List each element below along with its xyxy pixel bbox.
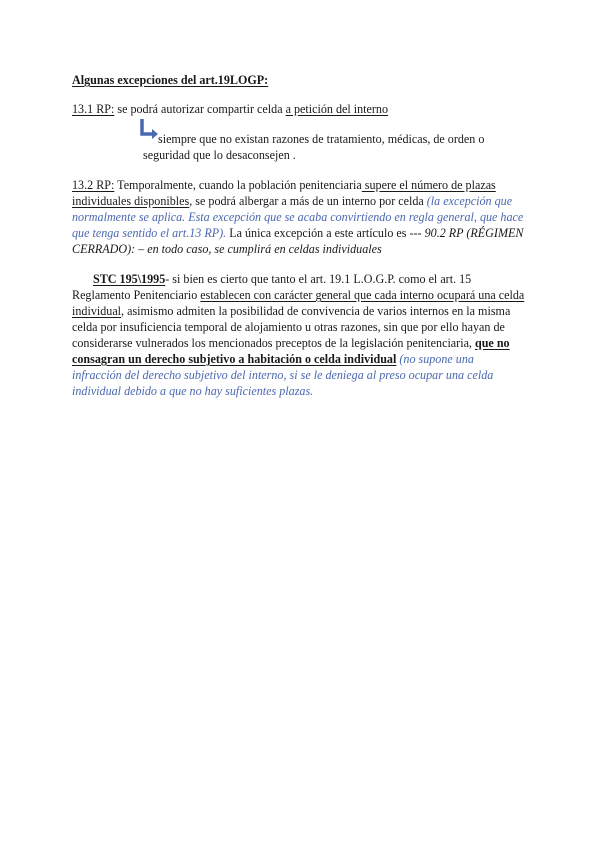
arrow-corner-icon [139,118,159,140]
paragraph-stc-line-8: individual debido a que no hay suficientes plazas. [72,384,314,398]
stc-reference: STC 195\1995 [93,272,166,286]
paragraph-13-2-line-2: individuales disponibles, se podrá albergar a más de un interno por celda (la excepción que [72,194,513,208]
paragraph-13-2-line-4: que tenga sentido el art.13 RP). La única excepción a este artículo es --- 90.2 RP (RÉGIMEN [72,226,524,240]
paragraph-13-2-line-1: 13.2 RP: Temporalmente, cuando la población penitenciaria supere el número de plazas [72,178,496,192]
paragraph-stc-line-1: STC 195\1995- si bien es cierto que tanto el art. 19.1 L.O.G.P. como el art. 15 [93,272,472,286]
sub-condition-line-2: seguridad que lo desaconsejen . [143,148,296,162]
document-title: Algunas excepciones del art.19LOGP: [72,73,269,87]
ref-13-1: 13.1 RP: [72,102,115,116]
paragraph-13-2-line-3: normalmente se aplica. Esta excepción que se acaba convirtiendo en regla general, que hace [72,210,524,224]
paragraph-stc-line-3: individual, asimismo admiten la posibilidad de convivencia de varios internos en la misma [72,304,511,318]
paragraph-13-1-line: 13.1 RP: se podrá autorizar compartir celda a petición del interno [72,102,389,116]
paragraph-13-2-line-5: CERRADO): – en todo caso, se cumplirá en celdas individuales [72,242,382,256]
paragraph-stc-line-4: celda por insuficiencia temporal de alojamiento u otras razones, sin que por ello hayan de [72,320,505,334]
paragraph-stc-line-5: considerarse vulnerados los mencionados preceptos de la legislación penitenciaria, que no [72,336,510,350]
sub-condition-line-1: siempre que no existan razones de tratamiento, médicas, de orden o [158,132,485,146]
paragraph-stc-line-2: Reglamento Penitenciario establecen con carácter general que cada interno ocupará una celda [72,288,525,302]
paragraph-stc-line-7: infracción del derecho subjetivo del interno, si se le deniega al preso ocupar una celda [72,368,494,382]
paragraph-stc-line-6: consagran un derecho subjetivo a habitación o celda individual (no supone una [72,352,474,366]
ref-13-2: 13.2 RP: [72,178,115,192]
